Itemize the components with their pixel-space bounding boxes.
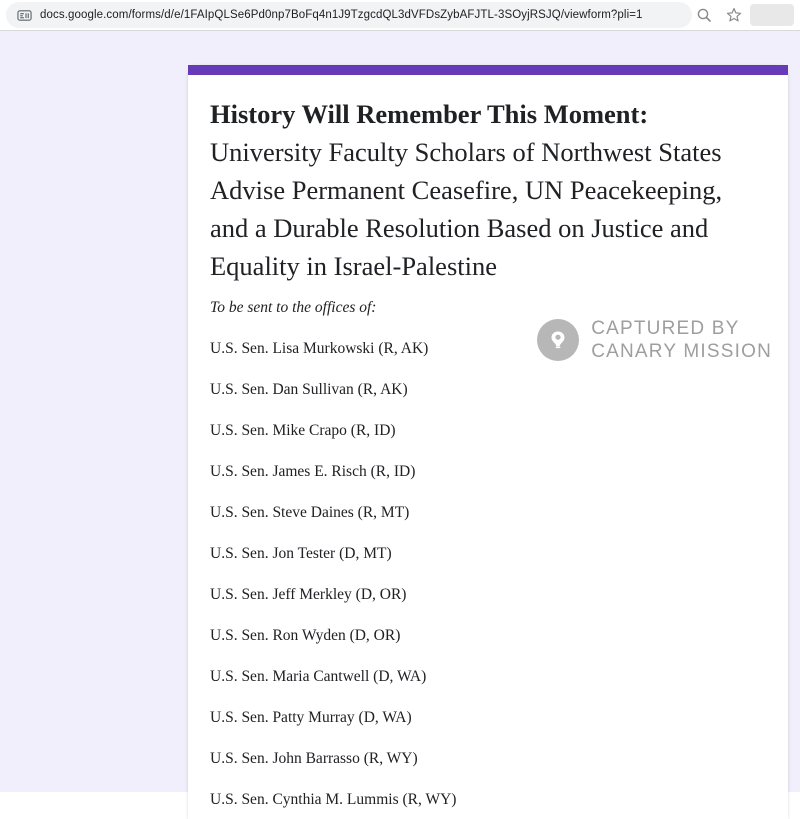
list-item: U.S. Sen. Steve Daines (R, MT) [210,504,410,521]
form-page [0,31,800,808]
list-item: U.S. Sen. John Barrasso (R, WY) [210,750,418,767]
list-item: U.S. Sen. Ron Wyden (D, OR) [210,627,401,644]
form-description: To be sent to the offices of: [210,299,377,316]
list-item: U.S. Sen. Dan Sullivan (R, AK) [210,381,408,398]
list-item: U.S. Sen. Mike Crapo (R, ID) [210,422,396,439]
page-info-icon[interactable] [16,7,32,23]
form-accent-bar [188,65,788,75]
list-item: U.S. Sen. Jon Tester (D, MT) [210,545,392,562]
recipient-list [210,340,764,809]
address-bar[interactable] [6,2,692,28]
page-title [210,95,764,285]
list-item: U.S. Sen. Maria Cantwell (D, WA) [210,668,427,685]
url-text: docs.google.com/forms/d/e/1FAIpQLSe6Pd0np7BoFq4n1J9TzgcdQL3dVFDsZybAFJTL-3SOyjRSJQ/viewform?pli=1 [40,9,643,21]
profile-chip[interactable] [750,4,794,26]
list-item: U.S. Sen. Jeff Merkley (D, OR) [210,586,407,603]
star-icon[interactable] [726,7,742,23]
google-form-card [188,65,788,819]
list-item: U.S. Sen. James E. Risch (R, ID) [210,463,416,480]
omnibox-actions [696,7,748,23]
list-item: U.S. Sen. Cynthia M. Lummis (R, WY) [210,791,457,808]
list-item: U.S. Sen. Patty Murray (D, WA) [210,709,412,726]
watermark-line-2: CANARY MISSION [591,341,772,362]
watermark-line-1: CAPTURED BY [591,318,740,339]
form-title-lead: History Will Remember This Moment: [210,99,649,129]
form-header-section [188,75,788,819]
browser-toolbar [0,0,800,30]
zoom-icon[interactable] [696,7,712,23]
form-title-rest: University Faculty Scholars of Northwest States Advise Permanent Ceasefire, UN Peacekeeping, and a Durable Resolution Based on Justice and Equality in Israel-Palestine [210,137,723,281]
list-item: U.S. Sen. Lisa Murkowski (R, AK) [210,340,429,357]
